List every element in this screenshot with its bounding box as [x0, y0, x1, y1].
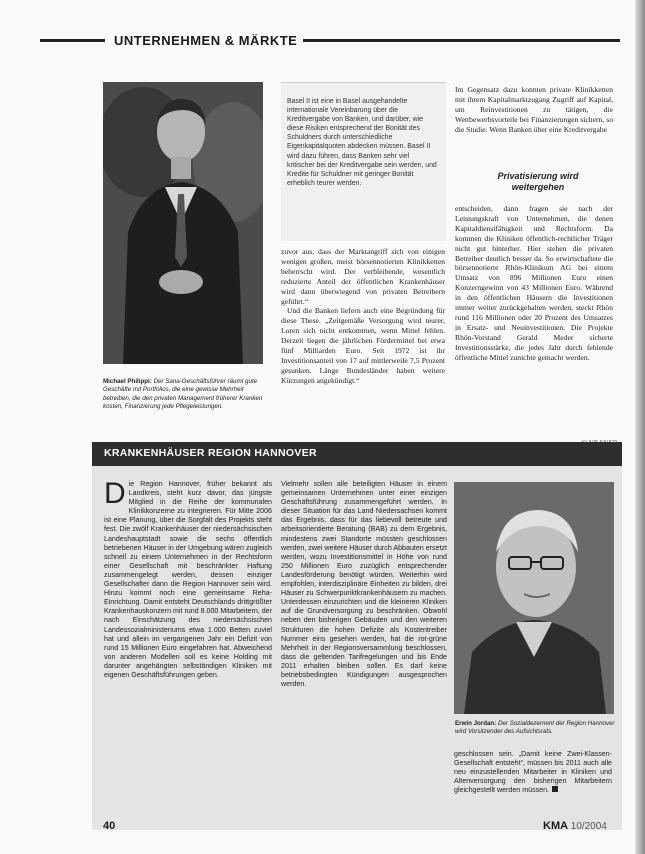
region-banner: [92, 442, 622, 466]
photo-erwin-jordan: [454, 482, 614, 714]
col3-paragraph-2: entscheiden, dann fragen sie nach der Leistungskraft von Unternehmen, die denen Kapitaldienstfähigkeit und Rechtsform. Da kommen die Kliniken öffentlich-rechtlicher Träger nicht gut hinterher. Hier stehen die privaten Betreiber deutlich besser da. So erwirtschaftete die börsennotierte Rhön-Klinikum AG bei einem Umsatz von 896 Millionen Euro einen Konzerngewinn von 43 Millionen Euro. Während in den öffentlichen Häusern die Investitionen immer weiter zurückgehalten werden, steckt Rhön rund 116 Millionen oder 20 Prozent des Umsatzes in Ersatz- und Neuinvestitionen. Die Projekte Rhön-Vorstand Gerald Meder sicherte Investitionsstärke, die jedes Jahr durch fehlende öffentliche Mittel zunichte gemacht werden.: [455, 204, 613, 362]
box-column-2: [281, 480, 447, 689]
banner-title: KRANKENHÄUSER REGION HANNOVER: [104, 447, 317, 459]
portrait-illustration-2: [454, 482, 614, 714]
box-col3-text: geschlossen sein. „Damit keine Zwei-Klassen-Gesellschaft entsteht“, müssen bis 2011 auch alle neu einzustellenden Mitarbeiter in Kliniken und Altenversorgung den bisherigen Mitarbeitern gleichgestellt werden müssen.: [454, 750, 612, 795]
box-column-3: [454, 750, 612, 795]
dropcap-letter: D: [104, 477, 126, 510]
box-col1-text: ie Region Hannover, früher bekannt als Landkreis, steht kurz davor, das jüngste Mitglied in die Reihe der kommunalen Klinikkonzerne zu integrieren. Für Mitte 2006 ist eine Planung, über die Sorgfalt des Projekts steht fest. Die zwölf Krankenhäuser der niedersächsischen Landeshauptstadt sowie die sechs öffentlich betriebenen Häuser in der Umgebung wären zugleich schnell zu einem Unternehmen in der Rechtsform einer Gesellschaft mit beschränkter Haftung zusammengelegt werden, dessen einziger Gesellschafter dann die Region Hannover sein wird. Hinzu kommt noch eine gemeinsame Reha-Einrichtung. Damit entsteht Deutschlands drittgrößter Krankenhauskonzern mit rund 8.000 Mitarbeitern, der nach Einschätzung des niedersächsischen Landessozialministeriums etwa 1.000 Betten zuviel hat und allein im vergangenen Jahr ein Defizit von rund 15 Millionen Euro eingefahren hat. Abweichend von anderen Modellen soll es keine Holding mit darunter angehängten selbständigen Kliniken mit eigenen Geschäftsführungen geben.: [104, 480, 272, 679]
article-column-2: [281, 247, 445, 386]
col2-paragraph-2: Und die Banken liefern auch eine Begründung für diese These. „Zeitgemäße Versorgung wird teurer, Loren sich nicht entkommen, wenn Mittel fehlen. Derzeit liegen die jährlichen Fördermittel bei etwa fünf Milliarden Euro. Seit 1972 ist ihr Investitionsanteil von 17 auf mittlerweile 7,5 Prozent gesunken. Länge Bundesländer haben weitere Kürzungen angekündigt.“: [281, 306, 445, 385]
basel-info-box: [281, 82, 446, 241]
photo1-caption-name: Michael Philippi:: [103, 378, 152, 385]
basel-info-text: Basel II ist eine in Basel ausgehandelte internationale Vereinbarung über die Kreditvergabe von Banken, und darüber, wie diese Risiken entsprechend der Bonität des Schuldners durch unterschiedliche Eigenkapitalquoten abdecken müssen. Basel II wird dazu führen, dass Banken sehr viel kritischer bei der Kreditvergabe sein werden, und Kredite für Schuldner mit geringer Bonität erheblich teurer werden.: [287, 98, 437, 187]
page-number: 40: [103, 820, 116, 832]
col2-paragraph-1: zuvor aus, dass der Marktangriff sich von einigen wenigen großen, meist börsennotierten Klinikketten beherrscht wird. Der verbleibende, wesentlich reduzierte Anteil der öffentlichen Krankenhäuser wird dann überwiegend von privaten Betreibern geführt.“: [281, 247, 445, 306]
photo1-caption: [103, 378, 263, 412]
footer-magazine: [543, 820, 607, 832]
col3-paragraph-1: Im Gegensatz dazu konnten private Klinikketten mit ihrem Kapitalmarktzugang Zugriff auf Kapital, um Reinvestitionen zu tätigen, die Wettbewerbsvorteile bei Finanzierungen sichern, so die Studie. Wenn Banken über eine Kreditvergabe: [455, 85, 613, 134]
box-col2-text: Vielmehr sollen alle beteiligten Häuser in einem gemeinsamen Unternehmen unter einer einzigen Geschäftsführung zusammengeführt werden. In dieser Situation für das Land Niedersachsen kommt das Ergebnis, dass für das liebevoll betreute und arbeitsorientierte Beratung (BAB) zu dem Ergebnis, mindestens zwei Standorte müssten geschlossen werden, zwei weitere Häuser durch Abbauten ersetzt werden, wozu Investitionsmittel in Höhe von rund 250 Millionen Euro zuzüglich entsprechender Landesförderung benötigt würden. Weiterhin wird empfohlen, interdisziplinäre Einheiten zu bilden, drei Häuser zu Schwerpunktkrankenhäusern zu machen. Unterdessen einzurichten und die kleineren Kliniken auf die Grundversorgung zu beschränken. Obwohl neben den bisherigen Gebäuden und den weiteren Strukturen die hohen Defizite als Kostentreiber Nummer eins gesehen werden, hat die rot-grüne Mehrheit in der Regionsversammlung beschlossen, dass die geltenden Tarifregelungen und bis Ende 2011 erhalten bleiben sollen. Es darf keine betriebsbedingten Kündigungen ausgesprochen werden.: [281, 480, 448, 689]
section-rule-left: [40, 39, 105, 42]
photo2-caption: [455, 720, 615, 737]
col3-subheading: Privatisierung wird weitergehen: [497, 171, 579, 192]
photo2-caption-text: Der Sozialdezernent der Region Hannover wird Vorsitzender des Aufsichtsrats.: [455, 720, 615, 736]
section-rule-right: [300, 39, 620, 42]
section-title: UNTERNEHMEN & MÄRKTE: [108, 33, 303, 48]
end-square-icon: [552, 786, 558, 792]
photo1-caption-text: Der Sana-Geschäftsführer räumt gute Geschäfte mit Portfolios, die eine gewisse Mehrheit betreiben, die den privaten Management früherer Kranken kosten, Finanzierung jede Pflegeleistungen.: [103, 378, 263, 411]
box-column-1: [104, 477, 272, 680]
magazine-name: KMA: [543, 820, 568, 832]
photo-michael-philippi: [103, 82, 263, 364]
article-column-3b: [455, 204, 613, 363]
photo2-caption-name: Erwin Jordan:: [455, 720, 497, 727]
issue-number: 10/2004: [570, 821, 607, 832]
portrait-illustration: [103, 82, 263, 364]
page-binding-shadow: [635, 0, 645, 854]
article-column-3: [455, 85, 613, 135]
